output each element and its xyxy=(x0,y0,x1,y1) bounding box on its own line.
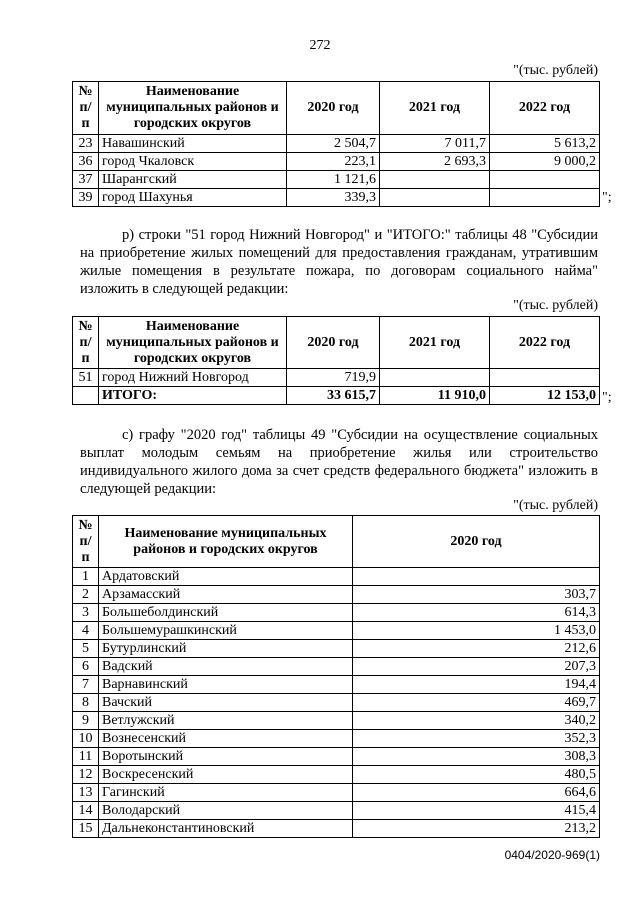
table3-row xyxy=(73,820,600,838)
table1-header-no: № п/п xyxy=(73,82,99,135)
table1-cell-2022 xyxy=(490,189,600,207)
table3-cell-2020: 614,3 xyxy=(353,604,600,622)
document-code: 0404/2020-969(1) xyxy=(504,848,600,862)
table3-cell-name: Бутурлинский xyxy=(99,640,353,658)
table2-total-2021: 11 910,0 xyxy=(380,387,490,405)
table3-cell-no: 1 xyxy=(73,568,99,586)
table3-cell-name: Вадский xyxy=(99,658,353,676)
table3-row xyxy=(73,748,600,766)
table3-cell-no: 5 xyxy=(73,640,99,658)
table3-row xyxy=(73,640,600,658)
table3-cell-2020: 212,6 xyxy=(353,640,600,658)
table3-row xyxy=(73,604,600,622)
table2-total-2020: 33 615,7 xyxy=(287,387,380,405)
table1-cell-2020: 223,1 xyxy=(287,153,380,171)
table3-cell-no: 14 xyxy=(73,802,99,820)
table3-cell-2020 xyxy=(353,568,600,586)
table3-row xyxy=(73,730,600,748)
paragraph-c xyxy=(80,426,598,498)
table2-closing-quote: "; xyxy=(602,390,612,405)
table3-cell-name: Вачский xyxy=(99,694,353,712)
table3-row xyxy=(73,568,600,586)
table3-cell-2020: 415,4 xyxy=(353,802,600,820)
table2-cell-2021 xyxy=(380,369,490,387)
table1-cell-2021: 7 011,7 xyxy=(380,135,490,153)
table1-cell-2020: 339,3 xyxy=(287,189,380,207)
paragraph-r xyxy=(80,226,598,298)
table1-row xyxy=(73,171,600,189)
table1-cell-no: 23 xyxy=(73,135,99,153)
table2-row xyxy=(73,369,600,387)
table2-header-2022: 2022 год xyxy=(490,317,600,369)
table2-cell-2020: 719,9 xyxy=(287,369,380,387)
table3-unit-label: "(тыс. рублей) xyxy=(513,498,598,513)
table2-total-row xyxy=(73,387,600,405)
table1-header-name: Наименование муниципальных районов и городских округов xyxy=(99,82,287,135)
table3-cell-2020: 194,4 xyxy=(353,676,600,694)
table2-total-2022: 12 153,0 xyxy=(490,387,600,405)
table3-cell-no: 4 xyxy=(73,622,99,640)
table3-cell-2020: 480,5 xyxy=(353,766,600,784)
table1-header-2021: 2021 год xyxy=(380,82,490,135)
table2-header-2021: 2021 год xyxy=(380,317,490,369)
table3-cell-2020: 308,3 xyxy=(353,748,600,766)
table3-cell-no: 12 xyxy=(73,766,99,784)
table3-cell-2020: 1 453,0 xyxy=(353,622,600,640)
table3-cell-name: Варнавинский xyxy=(99,676,353,694)
table3-cell-no: 9 xyxy=(73,712,99,730)
table3-cell-2020: 340,2 xyxy=(353,712,600,730)
table1-closing-quote: "; xyxy=(602,190,612,205)
table3-cell-no: 6 xyxy=(73,658,99,676)
table3-cell-no: 15 xyxy=(73,820,99,838)
table1-cell-no: 36 xyxy=(73,153,99,171)
table1-cell-2021: 2 693,3 xyxy=(380,153,490,171)
paragraph-c-text: с) графу "2020 год" таблицы 49 "Субсидии на осуществление социальных выплат молодым семьям на приобретение жилья или строительство индивидуального жилого дома за счет средств федерального бюджета" изложить в следующей редакции: xyxy=(80,427,598,497)
table3 xyxy=(72,515,600,838)
table1-cell-name: Шарангский xyxy=(99,171,287,189)
table3-cell-name: Володарский xyxy=(99,802,353,820)
table3-cell-2020: 352,3 xyxy=(353,730,600,748)
table3-cell-name: Воскресенский xyxy=(99,766,353,784)
table3-header-name: Наименование муниципальных районов и городских округов xyxy=(99,516,353,568)
table3-row xyxy=(73,694,600,712)
table1-unit-label: "(тыс. рублей) xyxy=(513,63,598,78)
table1-header-2020: 2020 год xyxy=(287,82,380,135)
table1-cell-name: Навашинский xyxy=(99,135,287,153)
table2-total-no xyxy=(73,387,99,405)
paragraph-r-text: р) строки "51 город Нижний Новгород" и "ИТОГО:" таблицы 48 "Субсидии на приобретение жилых помещений для предоставления гражданам, утратившим жилые помещения в результате пожара, по договорам социального найма" изложить в следующей редакции: xyxy=(80,227,598,297)
table3-cell-2020: 303,7 xyxy=(353,586,600,604)
table3-row xyxy=(73,802,600,820)
table1-row xyxy=(73,135,600,153)
table1-cell-2022: 9 000,2 xyxy=(490,153,600,171)
table1-cell-2022 xyxy=(490,171,600,189)
table3-row xyxy=(73,712,600,730)
table2-cell-2022 xyxy=(490,369,600,387)
table3-cell-name: Большемурашкинский xyxy=(99,622,353,640)
table3-cell-2020: 664,6 xyxy=(353,784,600,802)
table1-cell-no: 39 xyxy=(73,189,99,207)
table1-cell-2021 xyxy=(380,189,490,207)
table3-cell-name: Дальнеконстантиновский xyxy=(99,820,353,838)
table2-cell-name: город Нижний Новгород xyxy=(99,369,287,387)
table3-cell-name: Гагинский xyxy=(99,784,353,802)
table3-cell-2020: 207,3 xyxy=(353,658,600,676)
table3-header-no: № п/п xyxy=(73,516,99,568)
table1-cell-2022: 5 613,2 xyxy=(490,135,600,153)
table1-row xyxy=(73,153,600,171)
table3-cell-name: Вознесенский xyxy=(99,730,353,748)
table3-cell-no: 2 xyxy=(73,586,99,604)
page-number: 272 xyxy=(309,38,331,53)
table3-cell-name: Ветлужский xyxy=(99,712,353,730)
table2-header-no: № п/п xyxy=(73,317,99,369)
table3-cell-2020: 213,2 xyxy=(353,820,600,838)
table3-cell-name: Ардатовский xyxy=(99,568,353,586)
table3-cell-no: 11 xyxy=(73,748,99,766)
table3-cell-2020: 469,7 xyxy=(353,694,600,712)
table3-row xyxy=(73,676,600,694)
table1-cell-name: город Чкаловск xyxy=(99,153,287,171)
table1-cell-2021 xyxy=(380,171,490,189)
table1-cell-no: 37 xyxy=(73,171,99,189)
table3-cell-name: Арзамасский xyxy=(99,586,353,604)
table2-cell-no: 51 xyxy=(73,369,99,387)
table3-cell-no: 7 xyxy=(73,676,99,694)
table3-header-2020: 2020 год xyxy=(353,516,600,568)
table3-row xyxy=(73,658,600,676)
table3-cell-name: Большеболдинский xyxy=(99,604,353,622)
table2-total-label: ИТОГО: xyxy=(99,387,287,405)
table2-unit-label: "(тыс. рублей) xyxy=(513,298,598,313)
table3-cell-no: 10 xyxy=(73,730,99,748)
table1-header-2022: 2022 год xyxy=(490,82,600,135)
table3-row xyxy=(73,784,600,802)
table2 xyxy=(72,316,600,405)
table2-header-name: Наименование муниципальных районов и городских округов xyxy=(99,317,287,369)
table2-header-2020: 2020 год xyxy=(287,317,380,369)
table3-row xyxy=(73,622,600,640)
table3-cell-no: 8 xyxy=(73,694,99,712)
table1-cell-2020: 1 121,6 xyxy=(287,171,380,189)
table1-cell-name: город Шахунья xyxy=(99,189,287,207)
table1-row xyxy=(73,189,600,207)
table1 xyxy=(72,81,600,207)
table3-row xyxy=(73,766,600,784)
table1-cell-2020: 2 504,7 xyxy=(287,135,380,153)
table3-row xyxy=(73,586,600,604)
table3-cell-no: 3 xyxy=(73,604,99,622)
table3-cell-no: 13 xyxy=(73,784,99,802)
table3-cell-name: Воротынский xyxy=(99,748,353,766)
